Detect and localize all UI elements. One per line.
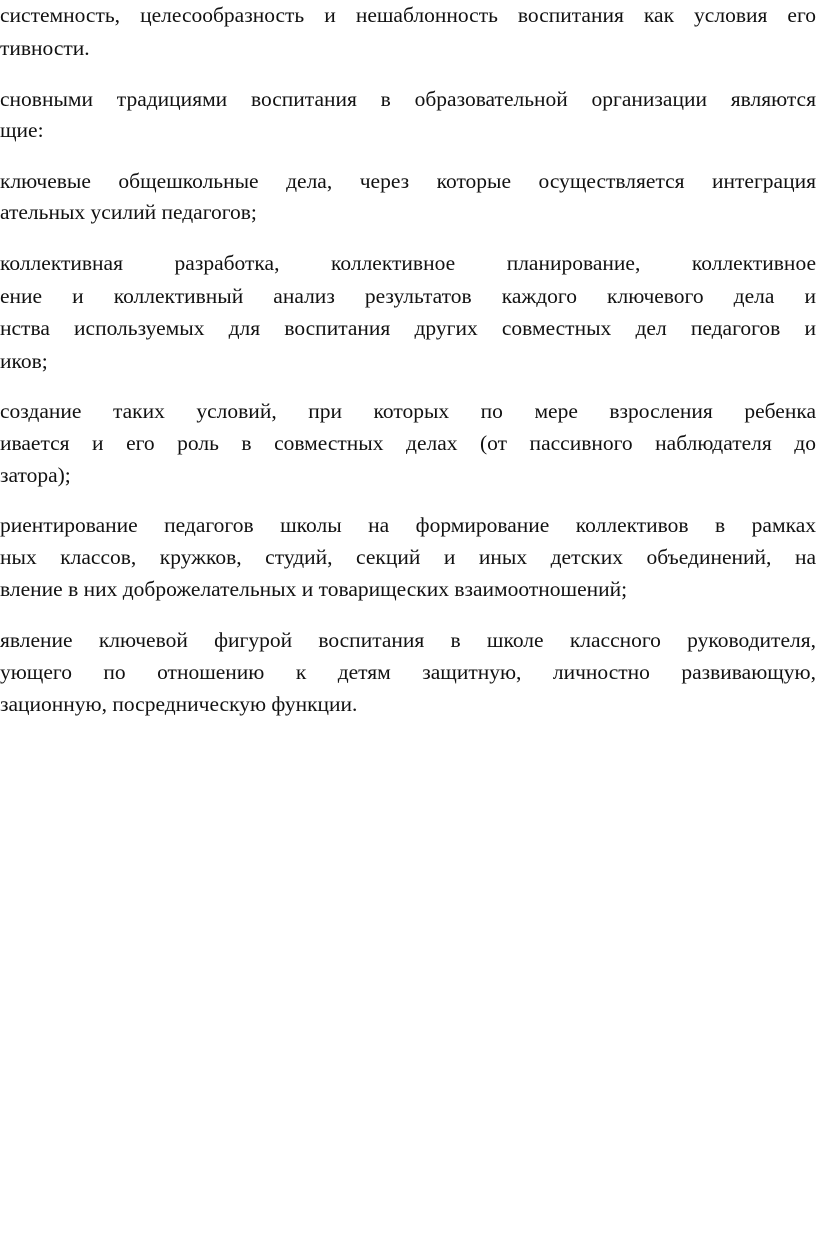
text-line: явление ключевой фигурой воспитания в школе классного руководителя, [0,628,816,652]
text-line: ключевые общешкольные дела, через которые осуществляется интеграция [0,169,816,193]
text-line: иков; [0,349,48,373]
text-line: риентирование педагогов школы на формирование коллективов в рамках [0,513,816,537]
text-line: системность, целесообразность и нешаблонность воспитания как условия его [0,3,816,27]
text-line: вление в них доброжелательных и товарищеских взаимоотношений; [0,577,628,601]
text-line: ение и коллективный анализ результатов каждого ключевого дела и [0,284,816,308]
text-line: затора); [0,463,71,487]
text-line: ивается и его роль в совместных делах (от пассивного наблюдателя до [0,431,816,455]
text-line: сновными традициями воспитания в образовательной организации являются [0,87,816,111]
text-line: создание таких условий, при которых по мере взросления ребенка [0,399,816,423]
text-line: коллективная разработка, коллективное планирование, коллективное [0,251,816,275]
text-line: ующего по отношению к детям защитную, личностно развивающую, [0,660,816,684]
text-line: зационную, посредническую функции. [0,692,358,716]
text-line: ных классов, кружков, студий, секций и иных детских объединений, на [0,545,816,569]
text-line: нства используемых для воспитания других совместных дел педагогов и [0,316,816,340]
text-line: щие: [0,118,44,142]
text-line: ательных усилий педагогов; [0,200,257,224]
text-line: тивности. [0,36,90,60]
